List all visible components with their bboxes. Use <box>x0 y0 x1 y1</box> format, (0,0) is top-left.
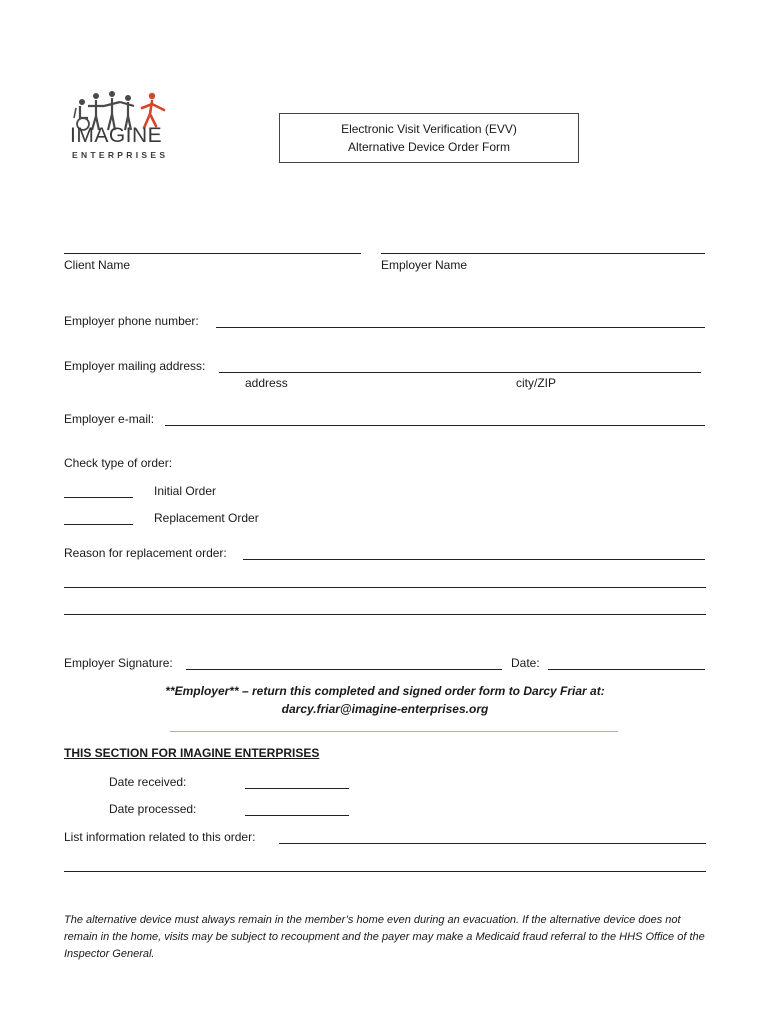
order-type-label: Check type of order: <box>64 456 173 470</box>
date-line[interactable] <box>548 669 705 670</box>
list-info-line-1[interactable] <box>279 843 706 844</box>
initial-order-label: Initial Order <box>154 484 217 498</box>
employer-phone-line[interactable] <box>216 327 705 328</box>
employer-email-line[interactable] <box>165 425 705 426</box>
reason-line-2[interactable] <box>64 587 706 588</box>
date-processed-label: Date processed: <box>109 802 197 816</box>
address-sublabel: address <box>245 376 288 390</box>
date-received-label: Date received: <box>109 775 187 789</box>
employer-address-label: Employer mailing address: <box>64 359 206 373</box>
client-name-label: Client Name <box>64 258 131 272</box>
employer-phone-label: Employer phone number: <box>64 314 199 328</box>
return-email[interactable]: darcy.friar@imagine-enterprises.org <box>281 702 489 716</box>
section-divider <box>170 731 618 732</box>
return-instructions: **Employer** – return this completed and signed order form to Darcy Friar at: <box>165 684 605 698</box>
form-title-line2: Alternative Device Order Form <box>347 140 511 154</box>
replacement-order-checkline[interactable] <box>64 524 133 525</box>
date-received-line[interactable] <box>245 788 349 789</box>
date-processed-line[interactable] <box>245 815 349 816</box>
form-title-box <box>279 113 579 163</box>
signature-label: Employer Signature: <box>64 656 173 670</box>
form-title-line1: Electronic Visit Verification (EVV) <box>341 122 517 136</box>
footer-note: The alternative device must always remain in the member’s home even during an evacuation. If the alternative device does not remain in the home, visits may be subject to recoupment and the payer may make a Medicaid fraud referral to the HHS Office of the Inspector General. <box>64 914 705 960</box>
employer-address-line[interactable] <box>219 372 701 373</box>
signature-line[interactable] <box>186 669 502 670</box>
list-info-line-2[interactable] <box>64 871 706 872</box>
logo-figures-icon <box>68 70 172 162</box>
date-label: Date: <box>511 656 540 670</box>
employer-email-label: Employer e-mail: <box>64 412 155 426</box>
reason-line-1[interactable] <box>243 559 705 560</box>
reason-line-3[interactable] <box>64 614 706 615</box>
office-section-heading: THIS SECTION FOR IMAGINE ENTERPRISES <box>64 746 320 760</box>
cityzip-sublabel: city/ZIP <box>516 376 557 390</box>
list-info-label: List information related to this order: <box>64 830 256 844</box>
replacement-order-label: Replacement Order <box>154 511 259 525</box>
employer-name-line[interactable] <box>381 253 705 254</box>
reason-label: Reason for replacement order: <box>64 546 227 560</box>
initial-order-checkline[interactable] <box>64 497 133 498</box>
employer-name-label: Employer Name <box>381 258 468 272</box>
client-name-line[interactable] <box>64 253 361 254</box>
logo-tagline: ENTERPRISES <box>72 150 169 160</box>
logo-title: IMAGINE <box>70 124 163 147</box>
